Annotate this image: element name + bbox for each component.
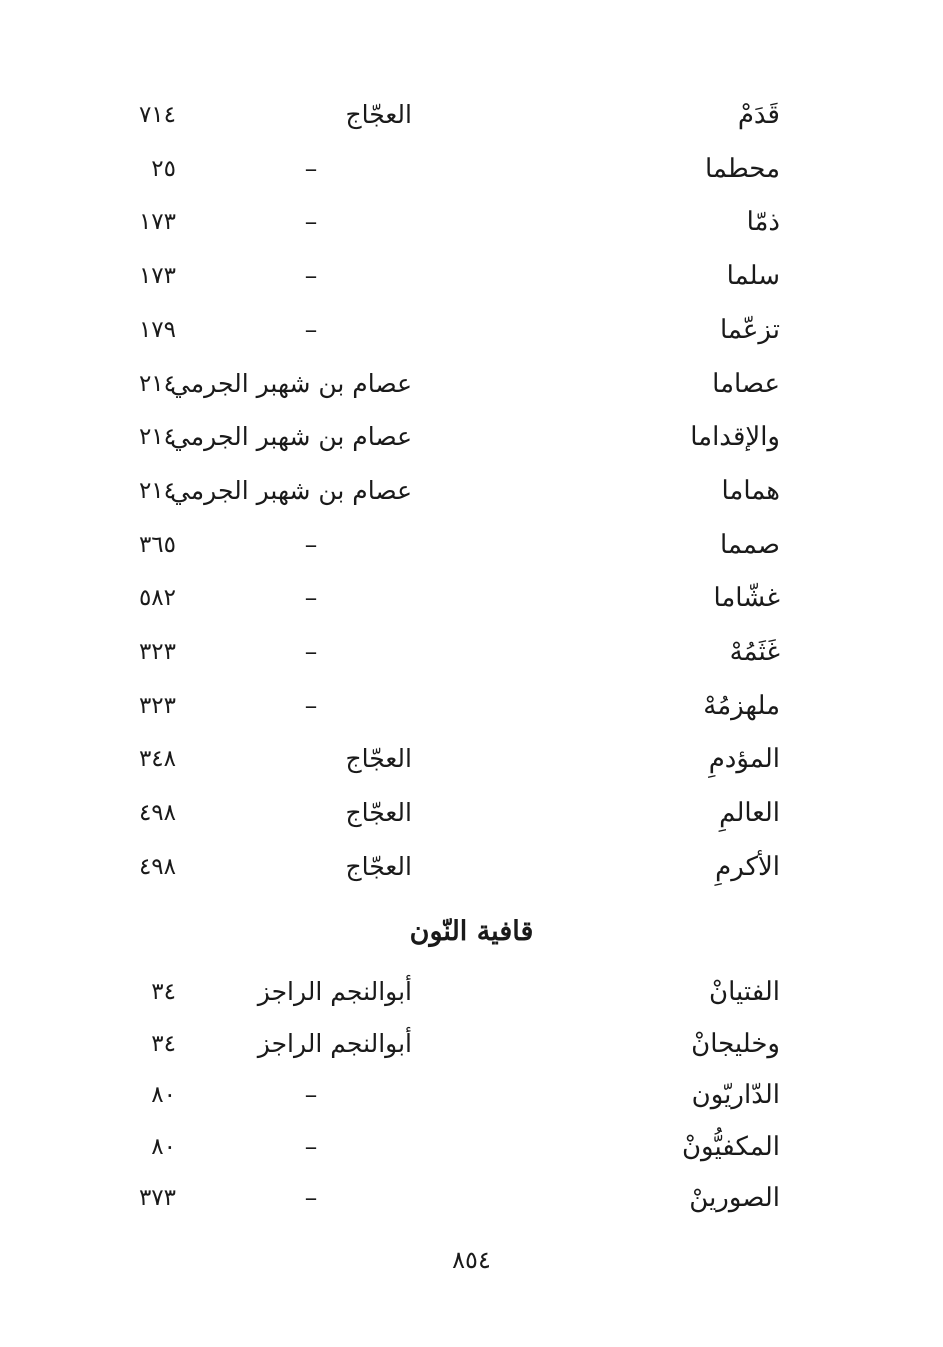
index-row xyxy=(0,149,943,189)
rhyme-word: غَثَمُهْ xyxy=(729,637,780,667)
poet-name: العجّاج xyxy=(345,851,412,881)
rhyme-word: والإقداما xyxy=(690,422,780,453)
page-ref: ١٧٣ xyxy=(138,263,176,290)
index-row xyxy=(0,972,943,1012)
rhyme-word: الدّاريّون xyxy=(691,1080,780,1110)
index-row xyxy=(0,739,943,779)
index-row xyxy=(0,793,943,833)
page-ref: ٢١٤ xyxy=(138,370,176,397)
rhyme-word: سلما xyxy=(726,261,780,292)
poet-name: – xyxy=(304,1183,318,1212)
page-ref: ٣٤ xyxy=(151,979,176,1005)
index-row xyxy=(0,1075,943,1115)
poet-name: – xyxy=(304,207,318,237)
rhyme-word: ملهزمُهْ xyxy=(703,690,780,721)
index-row xyxy=(0,632,943,672)
page-ref: ٢١٤ xyxy=(138,477,176,504)
page-ref: ٧١٤ xyxy=(138,102,176,128)
rhyme-word: هماما xyxy=(721,475,780,506)
rhyme-word: المكفيُّونْ xyxy=(681,1131,780,1162)
poet-name: عصام بن شهبر الجرمي xyxy=(169,475,412,505)
poet-name: العجّاج xyxy=(345,100,412,129)
poet-name: – xyxy=(304,153,318,183)
index-row xyxy=(0,471,943,511)
index-row xyxy=(0,256,943,296)
poet-name: أبوالنجم الراجز xyxy=(257,977,412,1006)
rhyme-word: الصورينْ xyxy=(689,1183,780,1213)
index-row xyxy=(0,1024,943,1064)
section-heading: قافية النّون xyxy=(409,916,534,947)
index-row xyxy=(0,525,943,565)
rhyme-word: قَدَمْ xyxy=(737,100,780,130)
page-ref: ٢٥ xyxy=(151,155,176,182)
poet-name: – xyxy=(304,583,318,613)
page-ref: ٤٩٨ xyxy=(138,800,176,827)
index-row xyxy=(0,847,943,887)
rhyme-word: صمما xyxy=(719,529,780,560)
poet-name: – xyxy=(304,690,318,720)
page-ref: ٨٠ xyxy=(151,1082,176,1108)
poet-name: – xyxy=(304,314,318,344)
rhyme-word: ذمّا xyxy=(746,207,780,238)
poet-name: العجّاج xyxy=(345,798,412,828)
index-row xyxy=(0,1178,943,1218)
page-ref: ٤٩٨ xyxy=(138,853,176,880)
index-row xyxy=(0,578,943,618)
page-ref: ١٧٩ xyxy=(138,316,176,343)
index-row xyxy=(0,1127,943,1167)
poet-name: العجّاج xyxy=(345,744,412,774)
index-row xyxy=(0,364,943,404)
rhyme-word: غشّاما xyxy=(713,583,780,614)
rhyme-word: الأكرمِ xyxy=(715,851,780,882)
index-row xyxy=(0,202,943,242)
poet-name: عصام بن شهبر الجرمي xyxy=(169,422,412,452)
poet-name: – xyxy=(304,1131,318,1161)
page-ref: ١٧٣ xyxy=(138,209,176,236)
index-row xyxy=(0,310,943,350)
rhyme-word: محطما xyxy=(705,153,780,184)
rhyme-word: المؤدمِ xyxy=(708,744,780,775)
poet-name: – xyxy=(304,637,318,666)
poet-name: أبوالنجم الراجز xyxy=(257,1028,412,1058)
rhyme-word: العالمِ xyxy=(719,798,780,829)
page-ref: ٣٤٨ xyxy=(138,746,176,773)
page-ref: ٢١٤ xyxy=(138,424,176,451)
page-ref: ٥٨٢ xyxy=(138,585,176,612)
index-row xyxy=(0,686,943,726)
page-ref: ٣٦٥ xyxy=(138,531,176,558)
poet-name: – xyxy=(304,529,318,559)
page-ref: ٣٤ xyxy=(151,1030,176,1057)
rhyme-word: الفتيانْ xyxy=(708,977,780,1007)
page-ref: ٨٠ xyxy=(151,1133,176,1160)
index-row xyxy=(0,95,943,135)
page-ref: ٣٢٣ xyxy=(138,692,176,719)
rhyme-word: تزعّما xyxy=(719,314,780,345)
rhyme-word: عصاما xyxy=(712,368,780,399)
page-ref: ٣٢٣ xyxy=(138,639,176,665)
page-ref: ٣٧٣ xyxy=(138,1185,176,1211)
index-row xyxy=(0,417,943,457)
poet-name: – xyxy=(304,261,318,291)
page-number: ٨٥٤ xyxy=(452,1246,491,1274)
poet-name: عصام بن شهبر الجرمي xyxy=(169,368,412,398)
rhyme-word: وخليجانْ xyxy=(691,1028,780,1059)
poet-name: – xyxy=(304,1080,318,1109)
